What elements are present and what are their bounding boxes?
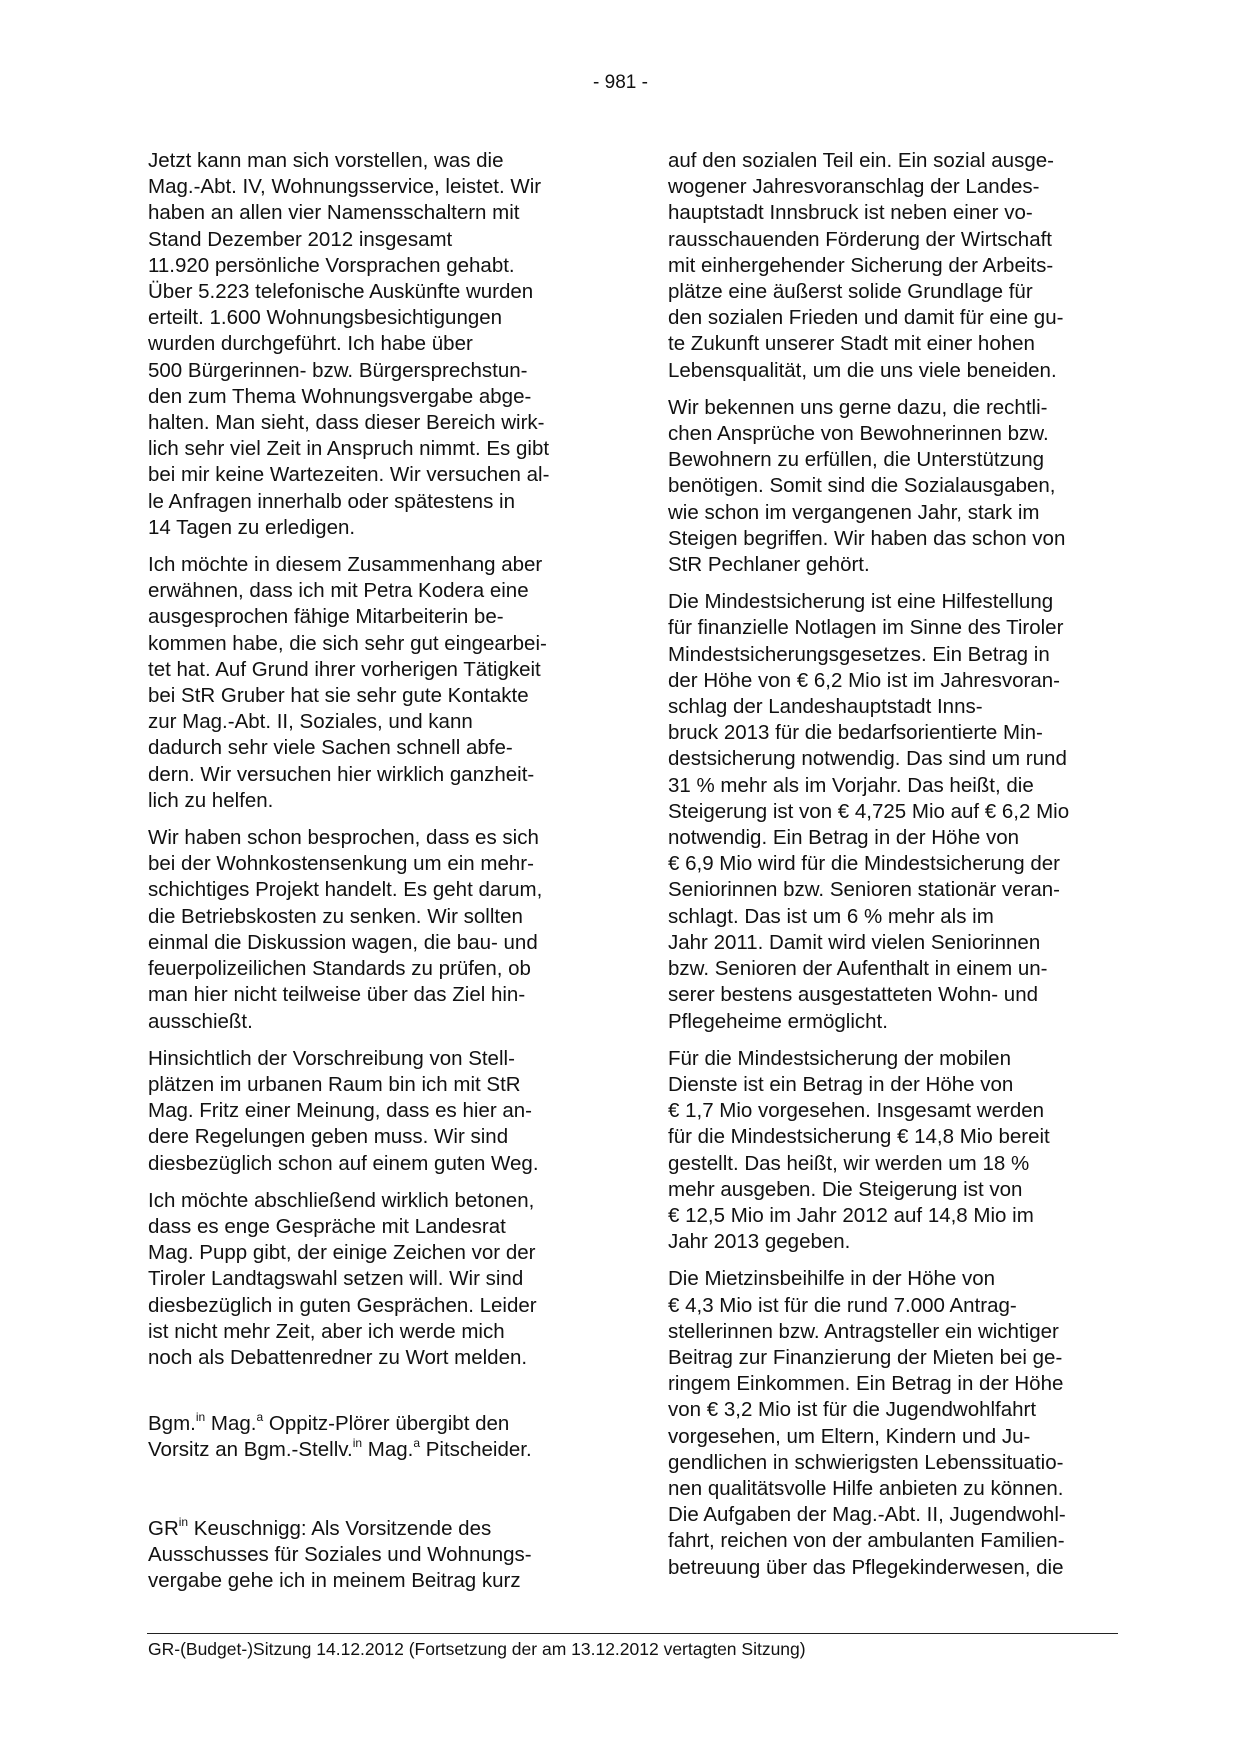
text-line: ringem Einkommen. Ein Betrag in der Höhe bbox=[668, 1372, 1064, 1396]
text-line: Ausschusses für Soziales und Wohnungs- bbox=[148, 1542, 532, 1566]
text-line: StR Pechlaner gehört. bbox=[668, 553, 870, 577]
right-paragraph-1 bbox=[668, 148, 1118, 384]
text-line: erteilt. 1.600 Wohnungsbesichtigungen bbox=[148, 306, 503, 330]
text-line: Mag. Fritz einer Meinung, dass es hier an- bbox=[148, 1099, 532, 1123]
left-paragraph-2 bbox=[148, 552, 598, 814]
text-line: 31 % mehr als im Vorjahr. Das heißt, die bbox=[668, 773, 1034, 797]
text-line: vorgesehen, um Eltern, Kindern und Ju- bbox=[668, 1424, 1031, 1448]
text-line: Die Mietzinsbeihilfe in der Höhe von bbox=[668, 1267, 996, 1291]
text-line: tet hat. Auf Grund ihrer vorherigen Tätigkeit bbox=[148, 657, 541, 681]
text-line: den sozialen Frieden und damit für eine gu- bbox=[668, 306, 1064, 330]
text-line: Wir haben schon besprochen, dass es sich bbox=[148, 826, 539, 850]
text-line: dadurch sehr viele Sachen schnell abfe- bbox=[148, 736, 513, 760]
text-line: Ich möchte abschließend wirklich betonen, bbox=[148, 1188, 535, 1212]
text-line: bzw. Senioren der Aufenthalt in einem un- bbox=[668, 957, 1048, 981]
text-line: bei mir keine Wartezeiten. Wir versuchen al- bbox=[148, 463, 550, 487]
left-paragraph-1 bbox=[148, 148, 598, 541]
right-column bbox=[668, 148, 1118, 1592]
right-paragraph-4 bbox=[668, 1046, 1118, 1256]
text-line: Stand Dezember 2012 insgesamt bbox=[148, 227, 453, 251]
text-line: wogener Jahresvoranschlag der Landes- bbox=[668, 175, 1040, 199]
left-paragraph-3 bbox=[148, 825, 598, 1035]
text-line: erwähnen, dass ich mit Petra Kodera eine bbox=[148, 579, 529, 603]
text-line: feuerpolizeilichen Standards zu prüfen, ob bbox=[148, 957, 531, 981]
text-line: Mag.-Abt. IV, Wohnungsservice, leistet. Wir bbox=[148, 175, 542, 199]
text-line: lich sehr viel Zeit in Anspruch nimmt. Es gibt bbox=[148, 437, 550, 461]
text-line: für finanzielle Notlagen im Sinne des Tiroler bbox=[668, 616, 1064, 640]
text-line: destsicherung notwendig. Das sind um rund bbox=[668, 747, 1067, 771]
text-line: auf den sozialen Teil ein. Ein sozial ausge- bbox=[668, 149, 1054, 172]
text-line: für die Mindestsicherung € 14,8 Mio bereit bbox=[668, 1125, 1050, 1149]
text-line: Hinsichtlich der Vorschreibung von Stell- bbox=[148, 1046, 515, 1070]
text-line: den zum Thema Wohnungsvergabe abge- bbox=[148, 384, 532, 408]
left-paragraph-4 bbox=[148, 1046, 598, 1177]
chair-handover-note bbox=[148, 1411, 598, 1463]
text-line: Lebensqualität, um die uns viele beneiden. bbox=[668, 358, 1057, 382]
text-line: dern. Wir versuchen hier wirklich ganzheit- bbox=[148, 762, 535, 786]
text-line: wie schon im vergangenen Jahr, stark im bbox=[668, 500, 1040, 524]
text-line: € 12,5 Mio im Jahr 2012 auf 14,8 Mio im bbox=[668, 1203, 1034, 1227]
text-line: bruck 2013 für die bedarfsorientierte Min- bbox=[668, 721, 1043, 745]
text-line: schlagt. Das ist um 6 % mehr als im bbox=[668, 904, 994, 928]
text-line: von € 3,2 Mio ist für die Jugendwohlfahrt bbox=[668, 1398, 1037, 1422]
text-line: Für die Mindestsicherung der mobilen bbox=[668, 1046, 1011, 1070]
text-line: bei der Wohnkostensenkung um ein mehr- bbox=[148, 852, 534, 876]
text-line: Jetzt kann man sich vorstellen, was die bbox=[148, 149, 504, 172]
text-line: einmal die Diskussion wagen, die bau- und bbox=[148, 930, 538, 954]
text-line: Dienste ist ein Betrag in der Höhe von bbox=[668, 1072, 1014, 1096]
text-line: chen Ansprüche von Bewohnerinnen bzw. bbox=[668, 422, 1049, 446]
text-line: dere Regelungen geben muss. Wir sind bbox=[148, 1125, 509, 1149]
text-line: Die Aufgaben der Mag.-Abt. II, Jugendwohl- bbox=[668, 1503, 1066, 1527]
text-line: betreuung über das Pflegekinderwesen, die bbox=[668, 1555, 1064, 1579]
text-line: benötigen. Somit sind die Sozialausgaben, bbox=[668, 474, 1056, 498]
text-line: schlag der Landeshauptstadt Inns- bbox=[668, 695, 983, 719]
text-line: Tiroler Landtagswahl setzen will. Wir sind bbox=[148, 1267, 524, 1291]
text-line: le Anfragen innerhalb oder spätestens in bbox=[148, 489, 515, 513]
text-line: Steigen begriffen. Wir haben das schon von bbox=[668, 526, 1066, 550]
right-paragraph-3 bbox=[668, 589, 1118, 1034]
text-line: diesbezüglich in guten Gesprächen. Leider bbox=[148, 1293, 537, 1317]
text-line: Steigerung ist von € 4,725 Mio auf € 6,2 Mio bbox=[668, 799, 1070, 823]
text-line: 14 Tagen zu erledigen. bbox=[148, 515, 356, 539]
text-line: Mindestsicherungsgesetzes. Ein Betrag in bbox=[668, 642, 1050, 666]
text-line: 500 Bürgerinnen- bzw. Bürgersprechstun- bbox=[148, 358, 528, 382]
speaker-continuation bbox=[148, 1542, 598, 1594]
text-line: rausschauenden Förderung der Wirtschaft bbox=[668, 227, 1053, 251]
text-line: plätzen im urbanen Raum bin ich mit StR bbox=[148, 1072, 521, 1096]
right-paragraph-2 bbox=[668, 395, 1118, 578]
text-line: wurden durchgeführt. Ich habe über bbox=[148, 332, 473, 356]
text-line: Beitrag zur Finanzierung der Mieten bei ge- bbox=[668, 1345, 1063, 1369]
left-column bbox=[148, 148, 598, 1605]
text-line: noch als Debattenredner zu Wort melden. bbox=[148, 1345, 528, 1369]
left-paragraph-5 bbox=[148, 1188, 598, 1371]
text-line: Jahr 2011. Damit wird vielen Seniorinnen bbox=[668, 930, 1041, 954]
text-line: dass es enge Gespräche mit Landesrat bbox=[148, 1214, 506, 1238]
text-line: € 4,3 Mio ist für die rund 7.000 Antrag- bbox=[668, 1293, 1017, 1317]
text-line: Ich möchte in diesem Zusammenhang aber bbox=[148, 553, 543, 577]
text-line: halten. Man sieht, dass dieser Bereich wirk- bbox=[148, 411, 545, 435]
speaker-intro bbox=[148, 1516, 598, 1595]
text-line: Die Mindestsicherung ist eine Hilfestellung bbox=[668, 590, 1054, 614]
text-line: hauptstadt Innsbruck ist neben einer vo- bbox=[668, 201, 1033, 225]
text-line: € 1,7 Mio vorgesehen. Insgesamt werden bbox=[668, 1099, 1045, 1123]
text-line: notwendig. Ein Betrag in der Höhe von bbox=[668, 826, 1020, 850]
text-line: lich zu helfen. bbox=[148, 788, 274, 812]
speaker-line-1: $GR^{in}$ Keuschnigg: Als Vorsitzende des bbox=[148, 1514, 492, 1540]
text-line: nen qualitätsvolle Hilfe anbieten zu können. bbox=[668, 1476, 1064, 1500]
text-line: ausschießt. bbox=[148, 1009, 253, 1033]
text-line: fahrt, reichen von der ambulanten Familien- bbox=[668, 1529, 1065, 1553]
speaker-name: $GR^{in}$ Keuschnigg: bbox=[148, 1514, 307, 1540]
text-line: Pflegeheime ermöglicht. bbox=[668, 1009, 888, 1033]
text-line: haben an allen vier Namensschaltern mit bbox=[148, 201, 520, 225]
text-line: zur Mag.-Abt. II, Soziales, und kann bbox=[148, 710, 473, 734]
text-line: der Höhe von € 6,2 Mio ist im Jahresvoran- bbox=[668, 668, 1060, 692]
chair-handover-line-1: Bgm.$^{in}$ Mag.$^a$ Oppitz-Plörer übergibt den bbox=[148, 1410, 510, 1436]
text-line: diesbezüglich schon auf einem guten Weg. bbox=[148, 1151, 539, 1175]
text-line: stellerinnen bzw. Antragsteller ein wichtiger bbox=[668, 1319, 1059, 1343]
text-line: € 6,9 Mio wird für die Mindestsicherung der bbox=[668, 852, 1060, 876]
text-line: ausgesprochen fähige Mitarbeiterin be- bbox=[148, 605, 504, 629]
text-line: serer bestens ausgestatteten Wohn- und bbox=[668, 983, 1038, 1007]
text-line: man hier nicht teilweise über das Ziel hin- bbox=[148, 983, 526, 1007]
footer-divider bbox=[147, 1633, 1118, 1634]
page-number: - 981 - bbox=[593, 72, 648, 93]
text-line: bei StR Gruber hat sie sehr gute Kontakte bbox=[148, 684, 529, 708]
text-line: te Zukunft unserer Stadt mit einer hohen bbox=[668, 332, 1035, 356]
text-line: ist nicht mehr Zeit, aber ich werde mich bbox=[148, 1319, 505, 1343]
text-line: Jahr 2013 gegeben. bbox=[668, 1230, 851, 1254]
text-line: mit einhergehender Sicherung der Arbeits- bbox=[668, 253, 1054, 277]
text-line: kommen habe, die sich sehr gut eingearbei- bbox=[148, 631, 547, 655]
text-line: gestellt. Das heißt, wir werden um 18 % bbox=[668, 1151, 1030, 1175]
text-line: die Betriebskosten zu senken. Wir sollten bbox=[148, 904, 523, 928]
text-line: gendlichen in schwierigsten Lebenssituatio- bbox=[668, 1450, 1064, 1474]
text-line: Seniorinnen bzw. Senioren stationär veran- bbox=[668, 878, 1061, 902]
text-line: Bewohnern zu erfüllen, die Unterstützung bbox=[668, 448, 1045, 472]
text-line: schichtiges Projekt handelt. Es geht darum, bbox=[148, 878, 543, 902]
chair-handover-line-2: Vorsitz an Bgm.-Stellv.$^{in}$ Mag.$^a$ Pitscheider. bbox=[148, 1436, 532, 1462]
text-line: Über 5.223 telefonische Auskünfte wurden bbox=[148, 280, 534, 304]
text-line: Mag. Pupp gibt, der einige Zeichen vor der bbox=[148, 1241, 536, 1265]
text-line: plätze eine äußerst solide Grundlage für bbox=[668, 280, 1033, 304]
text-line: vergabe gehe ich in meinem Beitrag kurz bbox=[148, 1568, 521, 1592]
right-paragraph-5 bbox=[668, 1266, 1118, 1580]
footer-session-info: GR-(Budget-)Sitzung 14.12.2012 (Fortsetzung der am 13.12.2012 vertagten Sitzung) bbox=[148, 1639, 806, 1659]
text-line: 11.920 persönliche Vorsprachen gehabt. bbox=[148, 253, 515, 277]
text-line: mehr ausgeben. Die Steigerung ist von bbox=[668, 1177, 1023, 1201]
text-line: Wir bekennen uns gerne dazu, die rechtli- bbox=[668, 395, 1048, 419]
